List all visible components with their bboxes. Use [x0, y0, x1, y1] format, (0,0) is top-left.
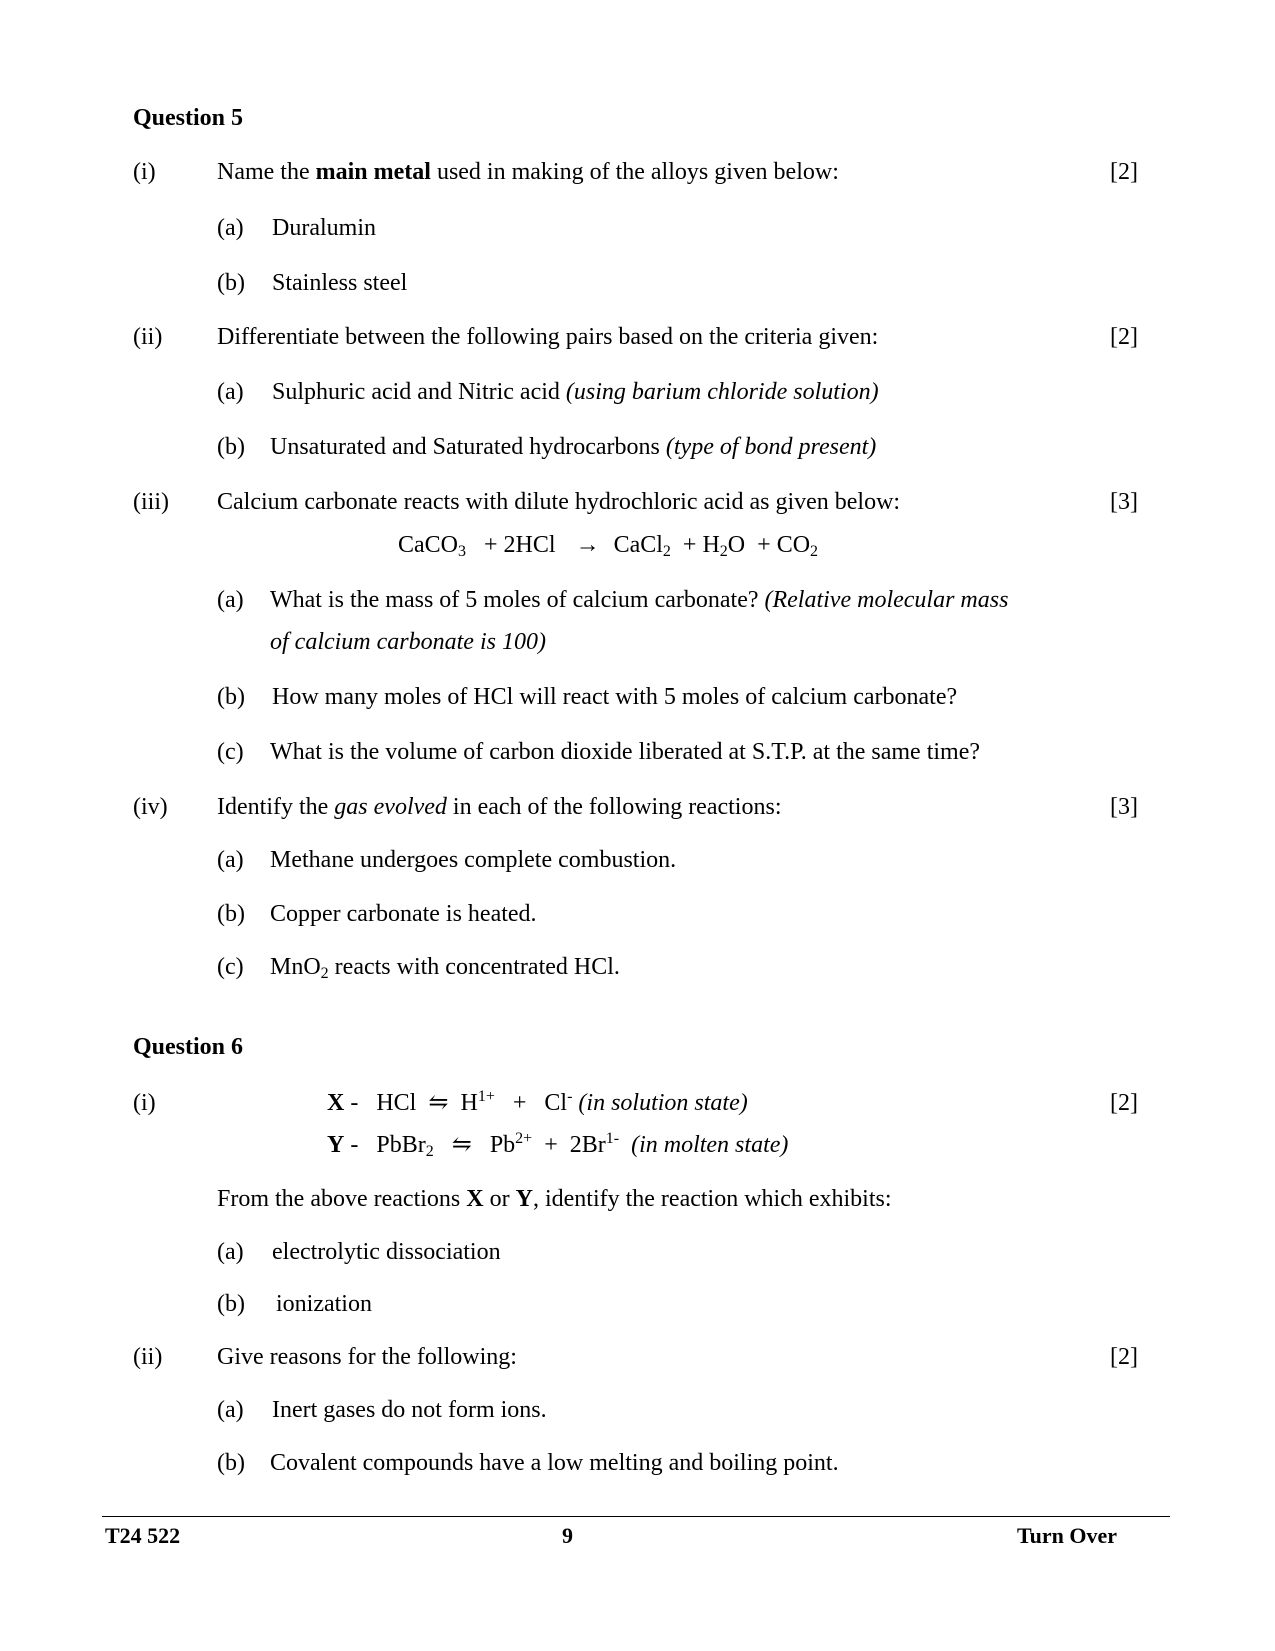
q5-ii-number: (ii)	[133, 324, 163, 350]
equilibrium-arrow-icon: ⇋	[428, 1090, 449, 1116]
q5-iii-c-label: (c)	[217, 739, 244, 765]
q6-i-a-text: electrolytic dissociation	[272, 1239, 501, 1265]
q5-iii-c-text: What is the volume of carbon dioxide liberated at S.T.P. at the same time?	[270, 739, 981, 765]
q6-i-reaction-x: X - HCl ⇋ $H^{1+}$ + Cl- (in solution state)	[327, 1088, 748, 1116]
q5-iv-c-label: (c)	[217, 954, 244, 980]
footer-paper-code: T24 522	[105, 1523, 181, 1548]
q6-ii-b-label: (b)	[217, 1450, 245, 1476]
q5-i-number: (i)	[133, 159, 156, 185]
q5-ii-b-label: (b)	[217, 434, 245, 460]
q6-ii-a-label: (a)	[217, 1397, 244, 1423]
q5-i-a-label: (a)	[217, 215, 244, 241]
question-5-title: Question 5	[133, 105, 244, 131]
q6-i-b-text: ionization	[276, 1291, 372, 1317]
q5-i-marks: [2]	[1110, 159, 1138, 185]
footer-page-number: 9	[562, 1523, 573, 1548]
q5-i-a-text: Duralumin	[272, 215, 376, 241]
q5-ii-marks: [2]	[1110, 324, 1138, 350]
q5-i-b-text: Stainless steel	[272, 270, 408, 296]
footer-turn-over: Turn Over	[1016, 1523, 1117, 1548]
q6-i-number: (i)	[133, 1090, 156, 1116]
q6-i-a-label: (a)	[217, 1239, 244, 1265]
q5-iv-marks: [3]	[1110, 794, 1138, 820]
q5-iv-text: Identify the gas evolved in each of the following reactions:	[217, 794, 782, 820]
q5-ii-text: Differentiate between the following pairs based on the criteria given:	[217, 324, 879, 350]
q6-i-prompt: From the above reactions X or Y, identify the reaction which exhibits:	[217, 1186, 892, 1212]
q6-ii-b-text: Covalent compounds have a low melting and boiling point.	[270, 1450, 839, 1476]
q5-iii-b-text: How many moles of HCl will react with 5 moles of calcium carbonate?	[272, 684, 958, 710]
q5-iii-number: (iii)	[133, 489, 169, 515]
q5-iii-text: Calcium carbonate reacts with dilute hydrochloric acid as given below:	[217, 489, 901, 515]
q5-iii-marks: [3]	[1110, 489, 1138, 515]
q5-iv-b-label: (b)	[217, 901, 245, 927]
question-6-title: Question 6	[133, 1034, 244, 1060]
footer-divider	[102, 1516, 1170, 1517]
q5-iii-a-label: (a)	[217, 587, 244, 613]
q5-i-b-label: (b)	[217, 270, 245, 296]
q6-ii-marks: [2]	[1110, 1344, 1138, 1370]
q5-ii-b-text: Unsaturated and Saturated hydrocarbons (type of bond present)	[270, 434, 877, 460]
q5-ii-a-label: (a)	[217, 379, 244, 405]
q5-iv-c-text: MnO$_2$ reacts with concentrated HCl.	[270, 954, 620, 982]
q6-i-b-label: (b)	[217, 1291, 245, 1317]
q5-iii-a-text: What is the mass of 5 moles of calcium carbonate? (Relative molecular mass	[270, 587, 1009, 613]
q5-ii-a-text: Sulphuric acid and Nitric acid (using barium chloride solution)	[272, 379, 879, 405]
q5-iv-a-text: Methane undergoes complete combustion.	[270, 847, 677, 873]
q5-iii-a-text-cont: of calcium carbonate is 100)	[270, 629, 546, 655]
q6-i-reaction-y: Y - PbBr$_2$ ⇋ $Pb^{2+} + 2Br^{1-}$ (in molten state)	[327, 1130, 789, 1160]
q5-iv-b-text: Copper carbonate is heated.	[270, 901, 537, 927]
q5-iv-number: (iv)	[133, 794, 168, 820]
q5-iv-a-label: (a)	[217, 847, 244, 873]
q6-ii-number: (ii)	[133, 1344, 163, 1370]
q6-ii-text: Give reasons for the following:	[217, 1344, 517, 1370]
reaction-arrow-icon: →	[575, 532, 600, 558]
equilibrium-arrow-icon: ⇋	[451, 1132, 472, 1158]
q6-ii-a-text: Inert gases do not form ions.	[272, 1397, 547, 1423]
q5-iii-b-label: (b)	[217, 684, 245, 710]
q5-i-text: Name the main metal used in making of the alloys given below:	[217, 159, 839, 185]
q5-iii-equation: CaCO$_3$ + 2HCl → CaCl$_2$ + $H_2O + CO_2$	[398, 532, 819, 560]
q6-i-marks: [2]	[1110, 1090, 1138, 1116]
